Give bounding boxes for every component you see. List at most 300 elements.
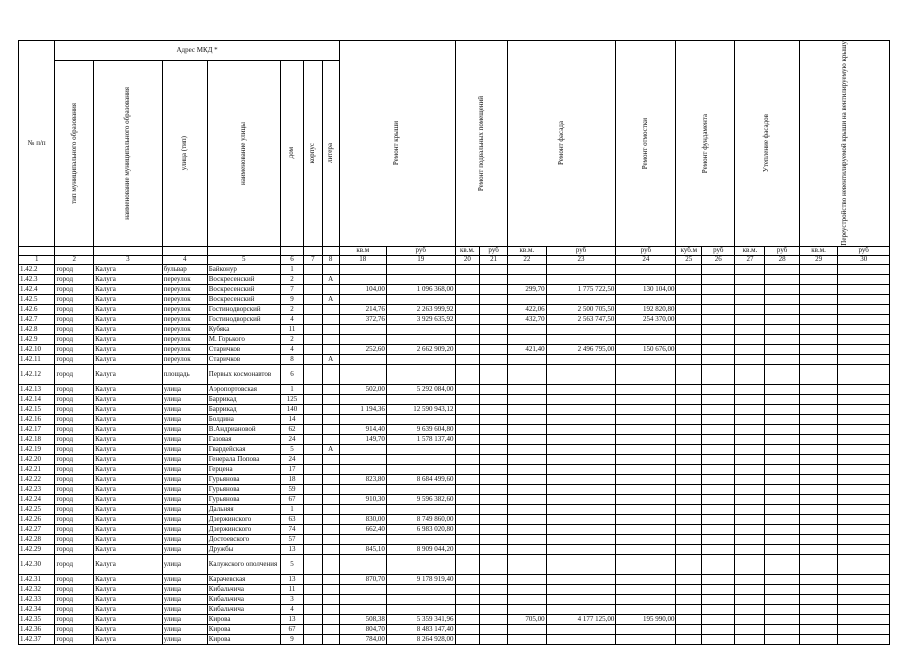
- facade-area-cell: [508, 584, 547, 594]
- facade-area-cell: [508, 634, 547, 644]
- row-number-cell: 1.42.36: [19, 624, 55, 634]
- foundation-cost-cell: [702, 404, 735, 414]
- street-type-cell: улица: [162, 404, 207, 414]
- facade-header: Ремонт фасада: [508, 41, 616, 247]
- table-row: [19, 354, 890, 364]
- street-type-cell: улица: [162, 464, 207, 474]
- unit-cell: кв.м.: [508, 246, 547, 255]
- street-type-cell: переулок: [162, 354, 207, 364]
- insulation-cost-cell: [765, 444, 799, 454]
- table-row: [19, 424, 890, 434]
- litera-cell: [322, 404, 339, 414]
- foundation-cost-cell: [702, 594, 735, 604]
- roof-cost-cell: 3 929 635,92: [386, 314, 455, 324]
- insulation-area-cell: [735, 284, 765, 294]
- otmostka-cost-cell: [616, 434, 676, 444]
- basement-cost-cell: [480, 394, 508, 404]
- otmostka-cost-cell: 195 990,00: [616, 614, 676, 624]
- table-row: [19, 324, 890, 334]
- roof-cost-cell: [386, 264, 455, 274]
- korpus-cell: [304, 424, 322, 434]
- basement-cost-cell: [480, 344, 508, 354]
- facade-cost-cell: [546, 384, 616, 394]
- foundation-volume-cell: [676, 454, 702, 464]
- foundation-cost-cell: [702, 494, 735, 504]
- basement-cost-cell: [480, 634, 508, 644]
- foundation-cost-cell: [702, 544, 735, 554]
- basement-area-cell: [455, 284, 480, 294]
- roof-cost-cell: [386, 454, 455, 464]
- basement-area-cell: [455, 274, 480, 284]
- roof-conv-area-cell: [799, 284, 838, 294]
- row-number-cell: 1.42.29: [19, 544, 55, 554]
- column-number-cell: 6: [280, 255, 304, 264]
- street-type-cell: улица: [162, 624, 207, 634]
- facade-cost-cell: 4 177 125,00: [546, 614, 616, 624]
- mun-name-cell: Калуга: [94, 504, 163, 514]
- foundation-cost-cell: [702, 344, 735, 354]
- facade-area-cell: 422,06: [508, 304, 547, 314]
- mun-name-cell: Калуга: [94, 614, 163, 624]
- street-type-cell: улица: [162, 534, 207, 544]
- mun-type-cell: город: [55, 474, 94, 484]
- roof-area-cell: [339, 334, 386, 344]
- street-type-cell: переулок: [162, 284, 207, 294]
- house-cell: 3: [280, 594, 304, 604]
- korpus-cell: [304, 524, 322, 534]
- street-type-cell: улица: [162, 574, 207, 584]
- korpus-cell: [304, 404, 322, 414]
- street-name-cell: Воскресенский: [207, 294, 280, 304]
- basement-area-cell: [455, 414, 480, 424]
- insulation-cost-cell: [765, 304, 799, 314]
- column-number-cell: 7: [304, 255, 322, 264]
- basement-cost-cell: [480, 284, 508, 294]
- street-type-cell: улица: [162, 434, 207, 444]
- table-row: [19, 364, 890, 384]
- basement-cost-cell: [480, 324, 508, 334]
- row-number-cell: 1.42.14: [19, 394, 55, 404]
- basement-area-cell: [455, 544, 480, 554]
- basement-area-cell: [455, 494, 480, 504]
- insulation-area-cell: [735, 354, 765, 364]
- facade-area-cell: [508, 434, 547, 444]
- roof-area-cell: [339, 554, 386, 574]
- street-name-cell: Байконур: [207, 264, 280, 274]
- house-cell: 140: [280, 404, 304, 414]
- basement-area-cell: [455, 584, 480, 594]
- column-number-cell: 22: [508, 255, 547, 264]
- insulation-cost-cell: [765, 314, 799, 324]
- insulation-area-cell: [735, 274, 765, 284]
- roof-conv-area-cell: [799, 594, 838, 604]
- foundation-cost-cell: [702, 554, 735, 574]
- street-name-cell: Дзержинского: [207, 524, 280, 534]
- litera-cell: [322, 534, 339, 544]
- street-type-cell: переулок: [162, 294, 207, 304]
- roof-area-cell: 914,40: [339, 424, 386, 434]
- row-number-cell: 1.42.27: [19, 524, 55, 534]
- mun-type-cell: город: [55, 614, 94, 624]
- otmostka-cost-cell: [616, 514, 676, 524]
- insulation-cost-cell: [765, 594, 799, 604]
- roof-conv-cost-cell: [838, 324, 890, 334]
- mun-name-cell: Калуга: [94, 494, 163, 504]
- roof-area-cell: 804,70: [339, 624, 386, 634]
- mun-type-cell: город: [55, 304, 94, 314]
- foundation-volume-cell: [676, 464, 702, 474]
- unit-cell: кв.м.: [799, 246, 838, 255]
- column-number-cell: 18: [339, 255, 386, 264]
- mun-name-cell: Калуга: [94, 474, 163, 484]
- table-row: [19, 504, 890, 514]
- roof-conv-area-cell: [799, 554, 838, 574]
- roof-cost-cell: 1 578 137,40: [386, 434, 455, 444]
- roof-area-cell: [339, 534, 386, 544]
- basement-area-cell: [455, 364, 480, 384]
- facade-cost-cell: [546, 484, 616, 494]
- row-number-cell: 1.42.5: [19, 294, 55, 304]
- column-number-cell: 21: [480, 255, 508, 264]
- foundation-cost-cell: [702, 584, 735, 594]
- street-name-cell: Старичков: [207, 354, 280, 364]
- facade-cost-cell: [546, 524, 616, 534]
- roof-cost-cell: 2 662 909,20: [386, 344, 455, 354]
- roof-cost-cell: [386, 554, 455, 574]
- house-cell: 59: [280, 484, 304, 494]
- foundation-volume-cell: [676, 444, 702, 454]
- table-row: [19, 534, 890, 544]
- mun-name-cell: Калуга: [94, 334, 163, 344]
- street-name-cell: Герцена: [207, 464, 280, 474]
- street-type-cell: переулок: [162, 334, 207, 344]
- unit-cell: руб: [480, 246, 508, 255]
- facade-area-cell: [508, 484, 547, 494]
- roof-cost-cell: 5 359 341,96: [386, 614, 455, 624]
- insulation-cost-cell: [765, 624, 799, 634]
- korpus-cell: [304, 574, 322, 584]
- foundation-cost-cell: [702, 424, 735, 434]
- basement-area-cell: [455, 484, 480, 494]
- korpus-cell: [304, 294, 322, 304]
- row-number-cell: 1.42.26: [19, 514, 55, 524]
- facade-area-cell: [508, 294, 547, 304]
- foundation-volume-cell: [676, 294, 702, 304]
- table-row: [19, 494, 890, 504]
- house-cell: 17: [280, 464, 304, 474]
- insulation-cost-cell: [765, 344, 799, 354]
- foundation-cost-cell: [702, 384, 735, 394]
- column-number-cell: 2: [55, 255, 94, 264]
- insulation-area-cell: [735, 414, 765, 424]
- row-number-cell: 1.42.32: [19, 584, 55, 594]
- house-header: дом: [280, 60, 304, 246]
- roof-conv-cost-cell: [838, 534, 890, 544]
- facade-cost-cell: [546, 504, 616, 514]
- roof-conv-area-cell: [799, 334, 838, 344]
- foundation-cost-cell: [702, 504, 735, 514]
- basement-cost-cell: [480, 334, 508, 344]
- street-type-cell: улица: [162, 474, 207, 484]
- mun-name-cell: Калуга: [94, 604, 163, 614]
- roof-conv-area-cell: [799, 464, 838, 474]
- litera-cell: [322, 344, 339, 354]
- mun-type-header: тип муниципального образования: [55, 60, 94, 246]
- facade-cost-cell: [546, 464, 616, 474]
- insulation-cost-cell: [765, 534, 799, 544]
- basement-area-cell: [455, 454, 480, 464]
- street-type-cell: улица: [162, 594, 207, 604]
- korpus-cell: [304, 634, 322, 644]
- foundation-volume-cell: [676, 304, 702, 314]
- roof-conv-area-cell: [799, 484, 838, 494]
- insulation-area-cell: [735, 334, 765, 344]
- facade-area-cell: [508, 324, 547, 334]
- insulation-area-cell: [735, 294, 765, 304]
- otmostka-cost-cell: [616, 384, 676, 394]
- street-name-cell: Газовая: [207, 434, 280, 444]
- facade-cost-cell: [546, 324, 616, 334]
- otmostka-cost-cell: [616, 544, 676, 554]
- facade-area-cell: [508, 594, 547, 604]
- unit-cell: руб: [616, 246, 676, 255]
- roof-cost-cell: [386, 504, 455, 514]
- unit-cell: кв.м: [339, 246, 386, 255]
- foundation-cost-cell: [702, 264, 735, 274]
- roof-conv-area-cell: [799, 514, 838, 524]
- roof-conv-area-cell: [799, 524, 838, 534]
- roof-conv-cost-cell: [838, 394, 890, 404]
- table-row: [19, 404, 890, 414]
- row-number-cell: 1.42.15: [19, 404, 55, 414]
- facade-cost-cell: [546, 634, 616, 644]
- foundation-volume-cell: [676, 414, 702, 424]
- street-name-cell: Гвардейская: [207, 444, 280, 454]
- roof-area-cell: 845,10: [339, 544, 386, 554]
- litera-cell: [322, 414, 339, 424]
- facade-area-cell: [508, 524, 547, 534]
- street-name-cell: Гурьянова: [207, 474, 280, 484]
- facade-area-cell: [508, 334, 547, 344]
- mun-type-cell: город: [55, 364, 94, 384]
- facade-area-cell: 299,70: [508, 284, 547, 294]
- basement-area-cell: [455, 424, 480, 434]
- foundation-volume-cell: [676, 474, 702, 484]
- house-cell: 74: [280, 524, 304, 534]
- roof-cost-cell: [386, 594, 455, 604]
- basement-cost-cell: [480, 364, 508, 384]
- facade-cost-cell: [546, 334, 616, 344]
- mun-name-cell: Калуга: [94, 394, 163, 404]
- mun-type-cell: город: [55, 354, 94, 364]
- otmostka-cost-cell: [616, 494, 676, 504]
- insulation-area-cell: [735, 624, 765, 634]
- foundation-cost-cell: [702, 464, 735, 474]
- basement-area-cell: [455, 604, 480, 614]
- mun-name-cell: Калуга: [94, 364, 163, 384]
- mun-name-cell: Калуга: [94, 554, 163, 574]
- roof-conv-area-cell: [799, 444, 838, 454]
- table-row: [19, 304, 890, 314]
- litera-cell: [322, 334, 339, 344]
- basement-cost-cell: [480, 424, 508, 434]
- table-row: [19, 444, 890, 454]
- roof-cost-cell: [386, 534, 455, 544]
- basement-cost-cell: [480, 484, 508, 494]
- street-name-cell: Кибальчича: [207, 594, 280, 604]
- street-type-cell: улица: [162, 604, 207, 614]
- table-row: [19, 554, 890, 574]
- facade-area-cell: [508, 274, 547, 284]
- mun-name-cell: Калуга: [94, 584, 163, 594]
- mun-type-cell: город: [55, 334, 94, 344]
- street-type-cell: переулок: [162, 324, 207, 334]
- korpus-cell: [304, 274, 322, 284]
- foundation-volume-cell: [676, 504, 702, 514]
- house-cell: 13: [280, 614, 304, 624]
- table-row: [19, 604, 890, 614]
- column-number-cell: 29: [799, 255, 838, 264]
- basement-area-cell: [455, 474, 480, 484]
- street-name-cell: Старичков: [207, 344, 280, 354]
- basement-cost-cell: [480, 274, 508, 284]
- row-number-cell: 1.42.3: [19, 274, 55, 284]
- korpus-cell: [304, 534, 322, 544]
- insulation-cost-cell: [765, 484, 799, 494]
- litera-cell: [322, 454, 339, 464]
- foundation-cost-cell: [702, 434, 735, 444]
- house-cell: 5: [280, 554, 304, 574]
- table-row: [19, 624, 890, 634]
- house-cell: 67: [280, 624, 304, 634]
- column-numbers-row: [19, 255, 890, 264]
- mun-type-cell: город: [55, 634, 94, 644]
- roof-cost-cell: 9 178 919,40: [386, 574, 455, 584]
- roof-conv-area-cell: [799, 534, 838, 544]
- mun-name-cell: Калуга: [94, 464, 163, 474]
- roof-area-cell: 823,80: [339, 474, 386, 484]
- insulation-cost-cell: [765, 634, 799, 644]
- otmostka-cost-cell: [616, 504, 676, 514]
- insulation-area-cell: [735, 634, 765, 644]
- insulation-cost-cell: [765, 584, 799, 594]
- house-cell: 6: [280, 364, 304, 384]
- foundation-volume-cell: [676, 264, 702, 274]
- roof-conv-area-cell: [799, 314, 838, 324]
- basement-cost-cell: [480, 434, 508, 444]
- mun-type-cell: город: [55, 464, 94, 474]
- insulation-cost-cell: [765, 504, 799, 514]
- roof-conv-cost-cell: [838, 494, 890, 504]
- roof-conv-cost-cell: [838, 454, 890, 464]
- house-cell: 5: [280, 444, 304, 454]
- mun-type-cell: город: [55, 484, 94, 494]
- mun-type-cell: город: [55, 314, 94, 324]
- roof-cost-cell: [386, 334, 455, 344]
- otmostka-cost-cell: [616, 454, 676, 464]
- insulation-area-cell: [735, 594, 765, 604]
- roof-conv-cost-cell: [838, 274, 890, 284]
- korpus-cell: [304, 344, 322, 354]
- foundation-volume-cell: [676, 424, 702, 434]
- otmostka-cost-cell: [616, 464, 676, 474]
- roof-area-cell: [339, 464, 386, 474]
- house-cell: 67: [280, 494, 304, 504]
- mun-type-cell: город: [55, 434, 94, 444]
- roof-area-cell: [339, 454, 386, 464]
- foundation-cost-cell: [702, 624, 735, 634]
- basement-area-cell: [455, 464, 480, 474]
- street-name-cell: Достоевского: [207, 534, 280, 544]
- facade-cost-cell: [546, 534, 616, 544]
- basement-cost-cell: [480, 514, 508, 524]
- foundation-cost-cell: [702, 524, 735, 534]
- street-type-cell: улица: [162, 554, 207, 574]
- basement-cost-cell: [480, 414, 508, 424]
- mun-type-cell: город: [55, 324, 94, 334]
- roof-conv-area-cell: [799, 404, 838, 414]
- facade-area-cell: [508, 574, 547, 584]
- basement-area-cell: [455, 324, 480, 334]
- table-row: [19, 334, 890, 344]
- korpus-cell: [304, 474, 322, 484]
- street-type-cell: улица: [162, 424, 207, 434]
- mun-name-cell: Калуга: [94, 284, 163, 294]
- facade-area-cell: [508, 534, 547, 544]
- mun-type-cell: город: [55, 284, 94, 294]
- street-type-cell: улица: [162, 524, 207, 534]
- litera-cell: [322, 554, 339, 574]
- roof-area-cell: [339, 594, 386, 604]
- house-cell: 11: [280, 324, 304, 334]
- roof-cost-cell: [386, 274, 455, 284]
- foundation-cost-cell: [702, 634, 735, 644]
- foundation-volume-cell: [676, 384, 702, 394]
- facade-cost-cell: [546, 604, 616, 614]
- basement-cost-cell: [480, 604, 508, 614]
- unit-cell: кв.м.: [735, 246, 765, 255]
- row-number-cell: 1.42.33: [19, 594, 55, 604]
- column-number-cell: 3: [94, 255, 163, 264]
- unit-cell: руб: [702, 246, 735, 255]
- house-cell: 8: [280, 354, 304, 364]
- column-number-cell: 28: [765, 255, 799, 264]
- roof-cost-cell: 1 096 368,00: [386, 284, 455, 294]
- basement-area-cell: [455, 344, 480, 354]
- insulation-area-cell: [735, 474, 765, 484]
- litera-cell: [322, 284, 339, 294]
- insulation-cost-cell: [765, 574, 799, 584]
- facade-area-cell: [508, 424, 547, 434]
- unit-cell: кв.м.: [455, 246, 480, 255]
- roof-conv-cost-cell: [838, 264, 890, 274]
- insulation-cost-cell: [765, 454, 799, 464]
- facade-cost-cell: 2 563 747,50: [546, 314, 616, 324]
- insulation-area-cell: [735, 514, 765, 524]
- otmostka-cost-cell: 130 104,00: [616, 284, 676, 294]
- insulation-cost-cell: [765, 404, 799, 414]
- facade-cost-cell: [546, 594, 616, 604]
- otmostka-cost-cell: [616, 574, 676, 584]
- basement-cost-cell: [480, 504, 508, 514]
- table-row: [19, 484, 890, 494]
- basement-area-cell: [455, 434, 480, 444]
- roof-area-cell: 830,00: [339, 514, 386, 524]
- mun-name-cell: Калуга: [94, 514, 163, 524]
- facade-area-cell: [508, 454, 547, 464]
- street-type-cell: улица: [162, 544, 207, 554]
- litera-cell: [322, 264, 339, 274]
